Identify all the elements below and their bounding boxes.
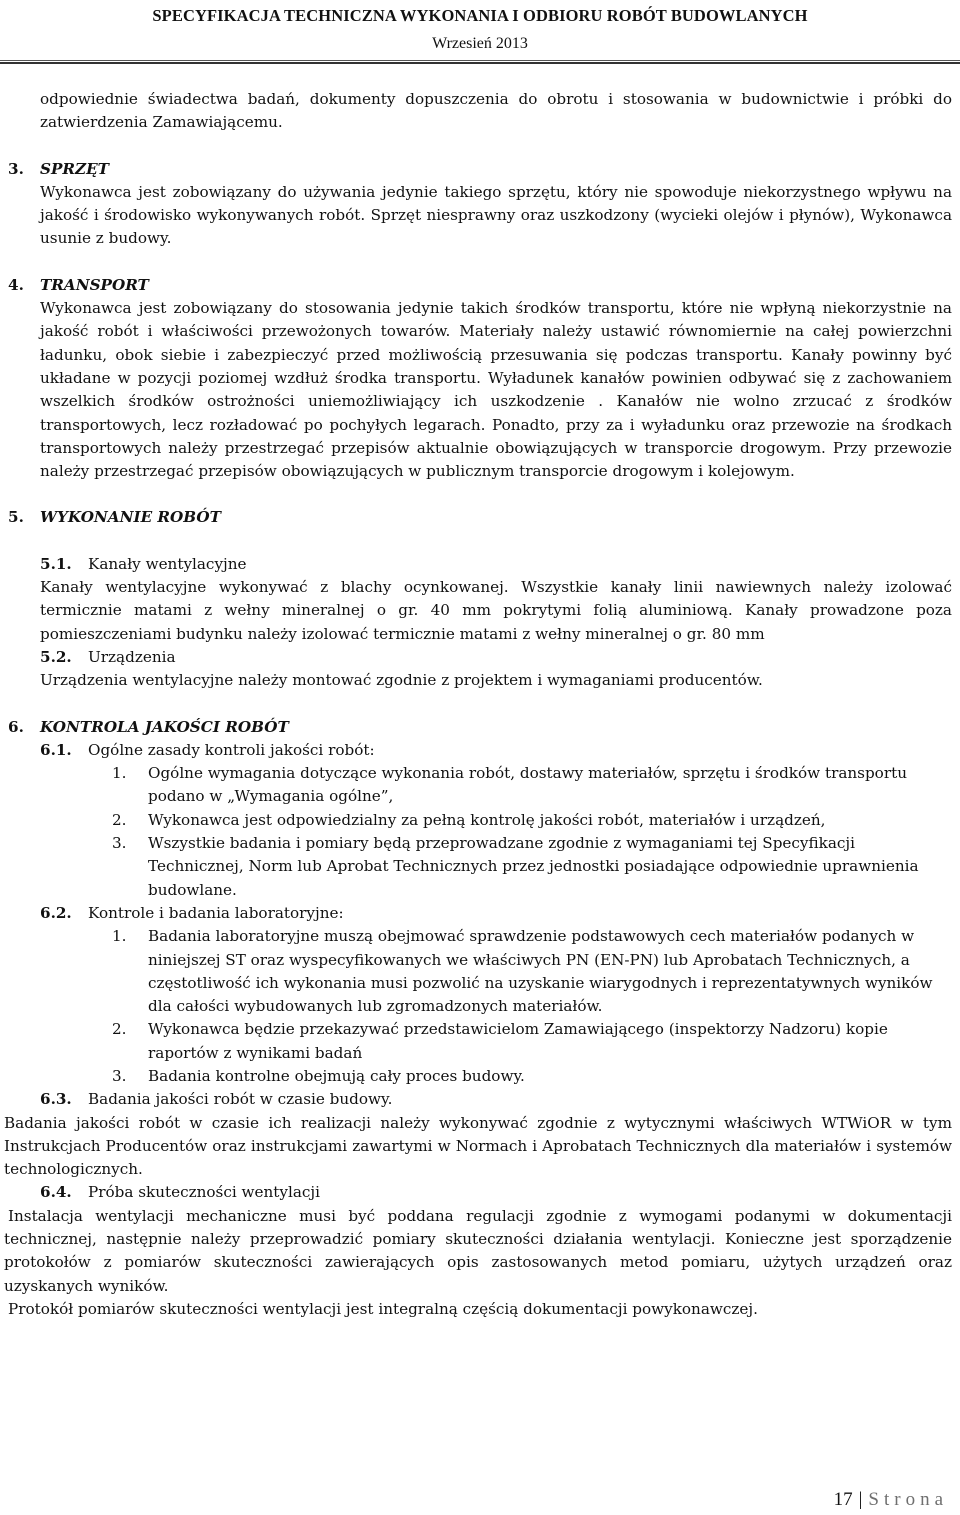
list-item-text: Wykonawca jest odpowiedzialny za pełną kontrolę jakości robót, materiałów i urządzeń, [148,810,826,829]
section-5-1-text: Kanały wentylacyjne wykonywać z blachy ocynkowanej. Wszystkie kanały linii nawiewnych należy izolować termicznie matami z wełny mineralnej o gr. 40 mm pokrytymi folią aluminiową. Kanały prowadzone poza pomieszczeniami budynku należy izolować termicznie matami z wełny mineralnej o gr. 80 mm [40,578,952,643]
section-4-title: TRANSPORT [40,275,149,294]
list-item [112,809,940,832]
section-3-number: 3. [8,159,24,178]
section-5-1-title: Kanały wentylacyjne [88,554,247,573]
section-4-heading [8,274,960,297]
list-item-text: Wszystkie badania i pomiary będą przeprowadzane zgodnie z wymaganiami tej Specyfikacji Technicznej, Norm lub Aprobat Technicznych przez jednostki posiadające odpowiednie uprawnienia budowlane. [148,834,919,899]
section-6-2-title: Kontrole i badania laboratoryjne: [88,903,344,922]
section-5-2-title: Urządzenia [88,647,176,666]
section-3-title: SPRZĘT [40,159,109,178]
section-6-4-text: Instalacja wentylacji mechaniczne musi być poddana regulacji zgodnie z wymogami podanymi w dokumentacji technicznej, następnie należy przeprowadzić pomiary skuteczności działania wentylacji. Konieczne jest sporządzenie protokołów z pomiarów skuteczności zawierających opis zastosowanych metod pomiaru, użytych urządzeń oraz uzyskanych wyników. [4,1206,952,1295]
list-item-number: 1. [112,927,127,946]
document-body [0,88,960,1321]
page-footer [834,1488,948,1512]
page-word: Strona [868,1489,948,1510]
list-item-number: 2. [112,1020,127,1039]
section-6-1-number: 6.1. [40,740,72,759]
section-6-3-number: 6.3. [40,1090,72,1109]
list-item-number: 3. [112,1066,127,1085]
list-item [112,925,940,1018]
section-6-1-title: Ogólne zasady kontroli jakości robót: [88,740,375,759]
header-rule [0,60,960,64]
section-5-1-heading [40,553,960,576]
section-5-2-text: Urządzenia wentylacyjne należy montować zgodnie z projektem i wymaganiami producentów. [40,671,763,690]
list-item-number: 2. [112,810,127,829]
list-item-text: Badania laboratoryjne muszą obejmować sprawdzenie podstawowych cech materiałów podanych w niniejszej ST oraz wyspecyfikowanych we właściwych PN (EN-PN) lub Aprobatach Technicznych, a częstotliwość ich wykonania musi pozwolić na uzyskanie wiarygodnych i reprezentatywnych wyników dla całości wybudowanych lub zgromadzonych materiałów. [148,927,933,1016]
section-5-2-heading [40,646,960,669]
section-6-number: 6. [8,717,24,736]
section-6-3-text: Badania jakości robót w czasie ich realizacji należy wykonywać zgodnie z wytycznymi właściwych WTWiOR w tym Instrukcjach Producentów oraz instrukcjami zawartymi w Normach i Aprobatach Technicznych dla materiałów i systemów technologicznych. [4,1113,952,1179]
section-5-2-number: 5.2. [40,647,72,666]
list-item [112,832,940,902]
section-6-2-heading [40,902,960,925]
section-3-text: Wykonawca jest zobowiązany do używania jedynie takiego sprzętu, który nie spowoduje niekorzystnego wpływu na jakość i środowisko wykonywanych robót. Sprzęt niesprawny oraz uszkodzony (wycieki olejów i płynów), Wykonawca usunie z budowy. [40,182,952,248]
section-5-title: WYKONANIE ROBÓT [40,508,221,527]
section-6-3-title: Badania jakości robót w czasie budowy. [88,1090,393,1109]
section-6-2-number: 6.2. [40,903,72,922]
section-6-4-protocol-text: Protokół pomiarów skuteczności wentylacji jest integralną częścią dokumentacji powykonawczej. [8,1299,758,1318]
section-3-heading [8,158,960,181]
section-6-1-heading [40,739,960,762]
section-6-4-title: Próba skuteczności wentylacji [88,1183,320,1202]
section-5-1-number: 5.1. [40,554,72,573]
list-item-text: Wykonawca będzie przekazywać przedstawicielom Zamawiającego (inspektorzy Nadzoru) kopie raportów z wynikami badań [148,1020,888,1062]
page-number: 17 [833,1489,853,1510]
header-date: Wrzesień 2013 [432,35,528,52]
section-6-4-heading [40,1181,960,1204]
section-4-number: 4. [8,275,24,294]
list-item-number: 1. [112,764,127,783]
section-4-text: Wykonawca jest zobowiązany do stosowania jedynie takich środków transportu, które nie wpłyną niekorzystnie na jakość robót i właściwości przewożonych towarów. Materiały należy ustawić równomiernie na całej powierzchni ładunku, obok siebie i zabezpieczyć przed możliwością przesuwania się podczas transportu. Kanały powinny być układane w pozycji poziomej wzdłuż środka transportu. Wyładunek kanałów powinien odbywać się z zachowaniem wszelkich środków ostrożności uniemożliwiający ich uszkodzenie . Kanałów nie wolno zrzucać z środków transportowych, lecz rozładować po pochyłych legarach. Ponadto, przy za i wyładunku oraz przewozie na środkach transportowych należy przestrzegać przepisów aktualnie obowiązujących w transporcie drogowym. Przy przewozie należy przestrzegać przepisów obowiązujących w publicznym transporcie drogowym i kolejowym. [40,299,952,481]
section-6-4-number: 6.4. [40,1183,72,1202]
section-6-heading [8,716,960,739]
section-5-heading [8,506,960,529]
section-5-number: 5. [8,508,24,527]
page-header [0,6,960,54]
list-item [112,1065,940,1088]
list-item-number: 3. [112,834,127,853]
header-title: SPECYFIKACJA TECHNICZNA WYKONANIA I ODBIORU ROBÓT BUDOWLANYCH [152,6,808,25]
list-item-text: Badania kontrolne obejmują cały proces budowy. [148,1066,525,1085]
footer-separator: | [858,1489,863,1510]
list-item-text: Ogólne wymagania dotyczące wykonania robót, dostawy materiałów, sprzętu i środków transportu podano w „Wymagania ogólne”, [148,764,907,806]
section-6-3-heading [40,1088,960,1111]
section-6-title: KONTROLA JAKOŚCI ROBÓT [40,717,289,736]
list-item [112,1018,940,1065]
list-item [112,762,940,809]
intro-paragraph: odpowiednie świadectwa badań, dokumenty dopuszczenia do obrotu i stosowania w budownictwie i próbki do zatwierdzenia Zamawiającemu. [40,90,952,132]
